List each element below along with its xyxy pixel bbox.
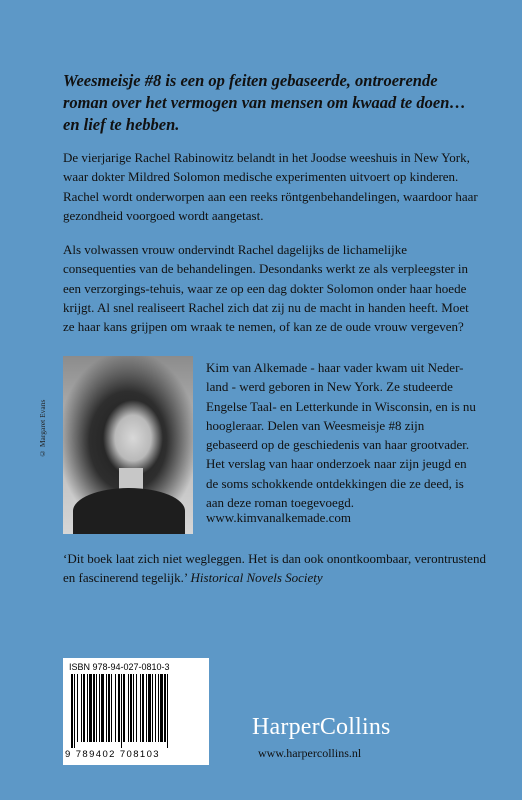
barcode-bar — [121, 674, 122, 748]
barcode-bar — [96, 674, 97, 742]
barcode-bar — [128, 674, 129, 742]
tagline: Weesmeisje #8 is een op feiten gebaseerde, ontroerende roman over het vermogen van mensen om kwaad te doen… en lief te hebben. — [63, 71, 466, 134]
barcode-bar — [133, 674, 134, 742]
barcode-bar — [160, 674, 163, 742]
barcode-bar — [83, 674, 85, 742]
publisher-logo: HarperCollins — [252, 714, 391, 740]
barcode-bar — [118, 674, 120, 742]
author-website: www.kimvanalkemade.com — [206, 510, 351, 525]
synopsis-paragraph-1: De vierjarige Rachel Rabinowitz belandt in het Joodse weeshuis in New York, waar dokter Mildred Solomon medische experimenten uitvoert op kinderen. Rachel wordt onderworpen aan een reeks röntgenbehandelingen, waardoor haar gezondheid voorgoed wordt aangetast. — [63, 150, 478, 223]
barcode-bars — [69, 674, 203, 748]
barcode-bar — [148, 674, 151, 742]
barcode-bar — [155, 674, 156, 742]
barcode-bar — [93, 674, 95, 742]
review-quote — [63, 549, 488, 588]
barcode-bar — [136, 674, 137, 742]
barcode-bar — [106, 674, 107, 742]
barcode-bar — [164, 674, 166, 742]
barcode-bar — [108, 674, 110, 742]
barcode-bar — [87, 674, 88, 742]
author-bio: Kim van Alkemade - haar vader kwam uit Neder-land - werd geboren in New York. Ze studeerde Engelse Taal- en Letterkunde in Wisconsin, en is nu hoogleraar. Delen van Weesmeisje #8 zijn gebaseerd op de geschiedenis van haar grootvader. Het verslag van haar onderzoek naar zijn jeugd en de soms schokkende ontdekkingen die ze deed, is aan deze roman toegevoegd. — [206, 360, 476, 511]
barcode-bar — [123, 674, 125, 742]
isbn-text: ISBN 978-94-027-0810-3 — [69, 662, 170, 672]
barcode-bar — [89, 674, 92, 742]
barcode-bar — [167, 674, 168, 748]
barcode-bar — [99, 674, 100, 742]
barcode-bar — [142, 674, 144, 742]
isbn-barcode — [63, 658, 209, 765]
author-photo — [63, 356, 193, 534]
review-quote-source: Historical Novels Society — [190, 570, 323, 586]
barcode-bar — [130, 674, 132, 742]
photo-credit: © Margaret Evans — [38, 399, 47, 458]
barcode-bar — [146, 674, 147, 742]
synopsis-paragraph-2: Als volwassen vrouw ondervindt Rachel dagelijks de lichamelijke consequenties van de behandelingen. Desondanks werkt ze als verpleegster in een verzorgings-tehuis, waar ze op een dag dokter Solomon onder haar hoede krijgt. Al snel realiseert Rachel zich dat zij nu de macht in handen heeft. Moet ze haar kans grijpen om wraak te nemen, of kan ze de oude vrouw vergeven? — [63, 242, 469, 335]
barcode-digits: 9 789402 708103 — [65, 749, 160, 760]
barcode-bar — [81, 674, 82, 742]
barcode-bar — [111, 674, 112, 742]
barcode-bar — [74, 674, 75, 748]
author-photo-shoulders — [73, 488, 185, 534]
barcode-bar — [71, 674, 73, 748]
barcode-bar — [101, 674, 104, 742]
barcode-bar — [158, 674, 159, 742]
barcode-bar — [115, 674, 116, 742]
barcode-bar — [140, 674, 141, 742]
barcode-bar — [77, 674, 78, 742]
publisher-website: www.harpercollins.nl — [258, 746, 362, 760]
review-quote-text: ‘Dit boek laat zich niet wegleggen. Het is dan ook onontkoombaar, verontrustend en fascinerend tegelijk.’ — [63, 551, 486, 586]
barcode-bar — [152, 674, 153, 742]
